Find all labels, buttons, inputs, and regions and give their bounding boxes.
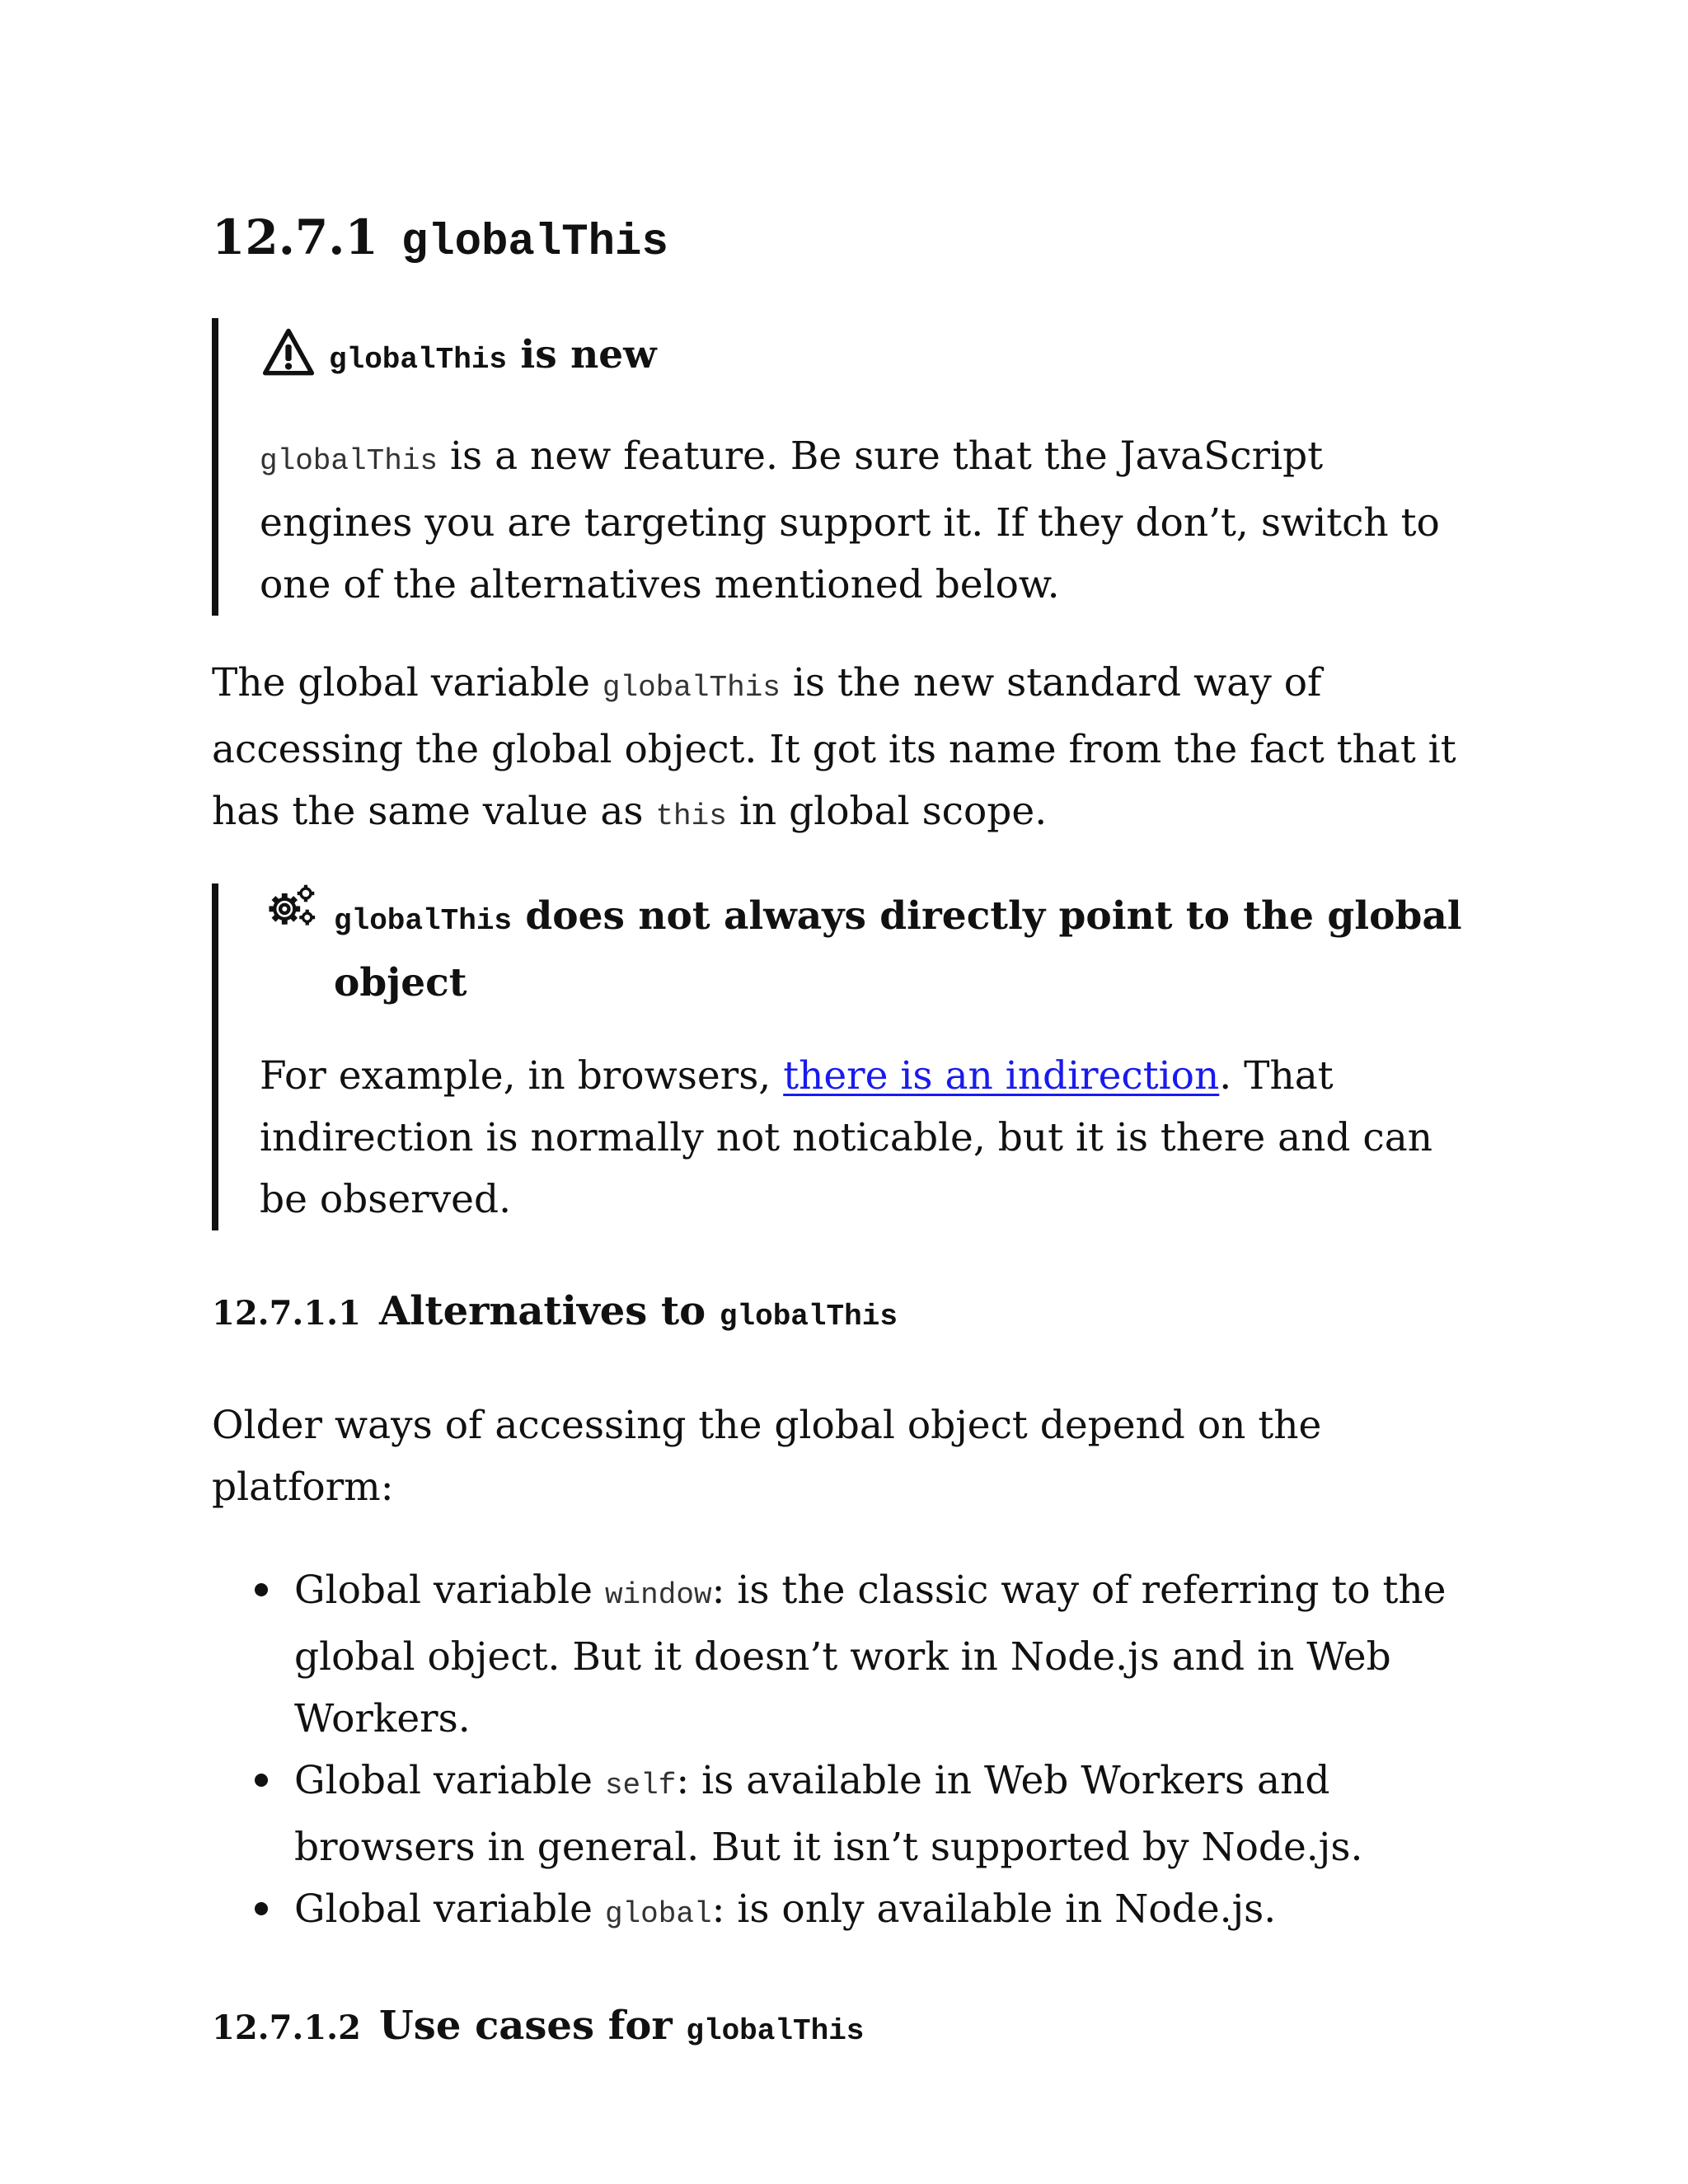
gears-icon xyxy=(260,883,322,933)
alternatives-list xyxy=(212,1559,1481,1945)
list-item xyxy=(212,1750,1481,1878)
subsection-alternatives-heading xyxy=(212,1282,1481,1347)
warning-callout xyxy=(212,318,1481,616)
subsection-alternatives-number: 12.7.1.1 xyxy=(212,1294,361,1333)
section-number: 12.7.1 xyxy=(212,209,378,265)
list-item-code: window xyxy=(604,1578,712,1612)
list-item xyxy=(212,1559,1481,1750)
subsection-usecases-text: Use cases for xyxy=(378,2003,673,2049)
section-heading xyxy=(212,198,1481,277)
bullet-icon xyxy=(255,1774,268,1787)
intro-text-1: The global variable xyxy=(212,660,590,705)
intro-text-3: in global scope. xyxy=(738,789,1048,834)
intro-paragraph xyxy=(212,652,1481,847)
section-title-code: globalThis xyxy=(401,218,668,268)
warning-body-text: is a new feature. Be sure that the JavaScript engines you are targeting support it. If they don’t, switch to one of the alternatives mentioned below. xyxy=(260,434,1440,607)
subsection-usecases-code: globalThis xyxy=(686,2014,865,2048)
older-ways-paragraph: Older ways of accessing the global object depend on the platform: xyxy=(212,1403,1322,1510)
subsection-usecases-heading xyxy=(212,1996,1481,2061)
list-item xyxy=(212,1878,1481,1945)
bullet-icon xyxy=(255,1583,268,1596)
warning-title-text: is new xyxy=(520,332,657,377)
warning-callout-title xyxy=(260,318,1481,397)
list-item-text: : is the classic way of referring to the global object. But it doesn’t work in Node.js and in Web Workers. xyxy=(294,1568,1447,1741)
warning-callout-body xyxy=(260,425,1481,616)
details-callout-title xyxy=(260,883,1481,1014)
details-title-code: globalThis xyxy=(334,904,513,938)
list-item-prefix: Global variable xyxy=(294,1568,593,1613)
warning-triangle-icon xyxy=(260,326,317,379)
subsection-alternatives-text: Alternatives to xyxy=(378,1288,706,1334)
list-item-text: : is only available in Node.js. xyxy=(711,1886,1277,1932)
list-item-prefix: Global variable xyxy=(294,1758,593,1803)
warning-title-code: globalThis xyxy=(329,343,508,377)
intro-code-this: this xyxy=(655,799,727,833)
list-item-code: global xyxy=(604,1897,712,1931)
indirection-link[interactable]: there is an indirection xyxy=(783,1053,1220,1099)
details-callout xyxy=(212,883,1481,1230)
details-title-text: does not always directly point to the global object xyxy=(334,893,1462,1005)
details-body-text-1: For example, in browsers, xyxy=(260,1053,771,1099)
document-page xyxy=(212,198,1481,2061)
warning-body-code: globalThis xyxy=(260,444,438,478)
bullet-icon xyxy=(255,1902,268,1915)
subsection-usecases-number: 12.7.1.2 xyxy=(212,2008,361,2047)
intro-text-2: is the new standard way of accessing the global object. It got its name from the fact that it has the same value as xyxy=(212,660,1456,834)
list-item-code: self xyxy=(604,1769,677,1802)
intro-code-globalthis: globalThis xyxy=(602,671,781,705)
subsection-alternatives-code: globalThis xyxy=(719,1300,898,1333)
details-body-text-2: . That indirection is normally not noticable, but it is there and can be observed. xyxy=(260,1053,1433,1222)
details-callout-body xyxy=(260,1045,1481,1230)
list-item-prefix: Global variable xyxy=(294,1886,593,1932)
list-item-text: : is available in Web Workers and browsers in general. But it isn’t supported by Node.js. xyxy=(294,1758,1363,1870)
